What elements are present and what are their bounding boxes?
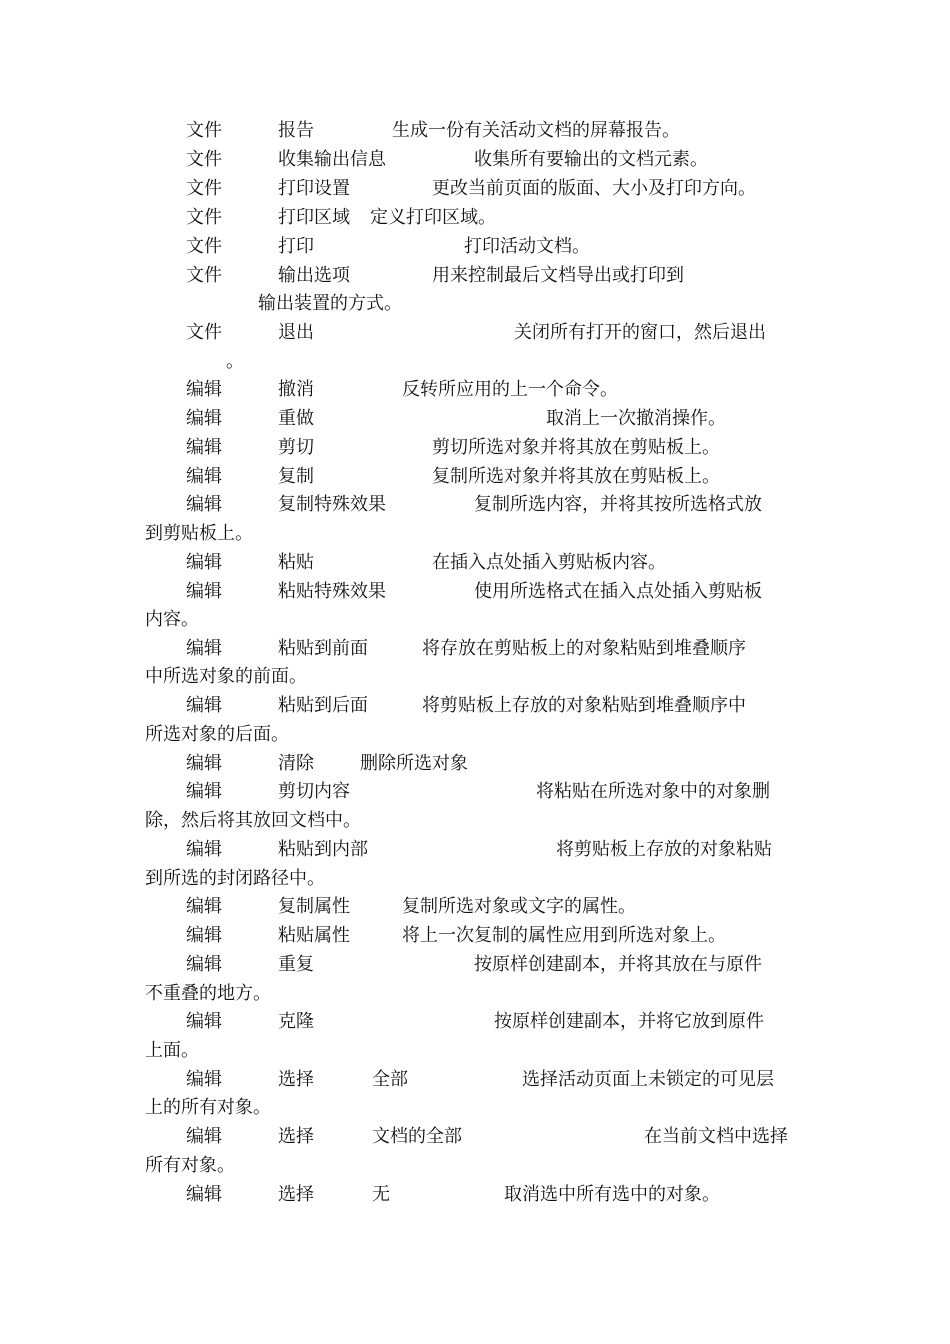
menu-label: 文件 — [186, 322, 222, 343]
command-label: 剪切 — [278, 437, 314, 458]
command-description: 将上一次复制的属性应用到所选对象上。 — [402, 925, 726, 946]
menu-label: 编辑 — [186, 379, 222, 400]
command-description: 复制所选内容，并将其按所选格式放 — [474, 494, 762, 515]
command-description: 按原样创建副本，并将它放到原件 — [494, 1011, 764, 1032]
menu-label: 编辑 — [186, 1126, 222, 1147]
command-label: 粘贴到后面 — [278, 695, 368, 716]
command-description: 用来控制最后文档导出或打印到 — [432, 265, 684, 286]
menu-label: 编辑 — [186, 839, 222, 860]
command-description: 生成一份有关活动文档的屏幕报告。 — [392, 120, 680, 141]
menu-label: 编辑 — [186, 753, 222, 774]
command-label: 输出选项 — [278, 265, 350, 286]
command-description: 取消选中所有选中的对象。 — [504, 1184, 720, 1205]
command-description: 删除所选对象 — [360, 753, 468, 774]
description-continuation: 所有对象。 — [145, 1155, 235, 1176]
menu-label: 编辑 — [186, 954, 222, 975]
menu-label: 编辑 — [186, 695, 222, 716]
command-label: 粘贴到前面 — [278, 638, 368, 659]
command-label: 选择 — [278, 1069, 314, 1090]
description-continuation: 上的所有对象。 — [145, 1097, 271, 1118]
command-label: 退出 — [278, 322, 314, 343]
menu-label: 文件 — [186, 120, 222, 141]
command-description: 剪切所选对象并将其放在剪贴板上。 — [432, 437, 720, 458]
command-label: 克隆 — [278, 1011, 314, 1032]
command-description: 使用所选格式在插入点处插入剪贴板 — [474, 581, 762, 602]
menu-label: 编辑 — [186, 1011, 222, 1032]
menu-label: 文件 — [186, 207, 222, 228]
command-description: 将粘贴在所选对象中的对象删 — [536, 781, 770, 802]
description-continuation: 到剪贴板上。 — [145, 523, 253, 544]
command-label: 打印区域 — [278, 207, 350, 228]
menu-label: 编辑 — [186, 1069, 222, 1090]
command-label: 粘贴属性 — [278, 925, 350, 946]
command-description: 在当前文档中选择 — [644, 1126, 788, 1147]
command-label: 复制属性 — [278, 896, 350, 917]
menu-label: 编辑 — [186, 437, 222, 458]
menu-label: 编辑 — [186, 781, 222, 802]
command-description: 复制所选对象并将其放在剪贴板上。 — [432, 466, 720, 487]
menu-label: 文件 — [186, 149, 222, 170]
command-description: 在插入点处插入剪贴板内容。 — [432, 552, 666, 573]
description-continuation: 内容。 — [145, 609, 199, 630]
menu-label: 编辑 — [186, 925, 222, 946]
command-label: 重做 — [278, 408, 314, 429]
command-description: 将剪贴板上存放的对象粘贴 — [556, 839, 772, 860]
command-label: 收集输出信息 — [278, 149, 386, 170]
menu-label: 文件 — [186, 236, 222, 257]
submenu-label: 文档的全部 — [372, 1126, 462, 1147]
menu-label: 编辑 — [186, 552, 222, 573]
command-label: 报告 — [278, 120, 314, 141]
command-description: 复制所选对象或文字的属性。 — [402, 896, 636, 917]
description-continuation: 中所选对象的前面。 — [145, 666, 307, 687]
description-continuation: 除，然后将其放回文档中。 — [145, 810, 361, 831]
command-description: 关闭所有打开的窗口，然后退出 — [514, 322, 766, 343]
description-continuation: 。 — [226, 351, 244, 372]
command-label: 粘贴 — [278, 552, 314, 573]
command-description: 更改当前页面的版面、大小及打印方向。 — [432, 178, 756, 199]
description-continuation: 上面。 — [145, 1040, 199, 1061]
description-continuation: 到所选的封闭路径中。 — [145, 868, 325, 889]
menu-label: 文件 — [186, 265, 222, 286]
command-label: 粘贴到内部 — [278, 839, 368, 860]
command-description: 将存放在剪贴板上的对象粘贴到堆叠顺序 — [422, 638, 746, 659]
menu-label: 文件 — [186, 178, 222, 199]
command-description: 将剪贴板上存放的对象粘贴到堆叠顺序中 — [422, 695, 746, 716]
menu-label: 编辑 — [186, 896, 222, 917]
menu-label: 编辑 — [186, 408, 222, 429]
menu-label: 编辑 — [186, 581, 222, 602]
description-continuation: 输出装置的方式。 — [258, 293, 402, 314]
command-label: 打印 — [278, 236, 314, 257]
submenu-label: 无 — [372, 1184, 390, 1205]
description-continuation: 所选对象的后面。 — [145, 724, 289, 745]
command-description: 按原样创建副本，并将其放在与原件 — [474, 954, 762, 975]
menu-label: 编辑 — [186, 638, 222, 659]
command-description: 打印活动文档。 — [464, 236, 590, 257]
command-label: 选择 — [278, 1126, 314, 1147]
menu-label: 编辑 — [186, 1184, 222, 1205]
command-label: 选择 — [278, 1184, 314, 1205]
command-description: 收集所有要输出的文档元素。 — [474, 149, 708, 170]
description-continuation: 不重叠的地方。 — [145, 983, 271, 1004]
command-label: 打印设置 — [278, 178, 350, 199]
command-label: 重复 — [278, 954, 314, 975]
command-description: 定义打印区域。 — [370, 207, 496, 228]
command-label: 清除 — [278, 753, 314, 774]
menu-label: 编辑 — [186, 466, 222, 487]
submenu-label: 全部 — [372, 1069, 408, 1090]
command-label: 撤消 — [278, 379, 314, 400]
command-description: 取消上一次撤消操作。 — [546, 408, 726, 429]
menu-label: 编辑 — [186, 494, 222, 515]
command-label: 复制特殊效果 — [278, 494, 386, 515]
command-label: 粘贴特殊效果 — [278, 581, 386, 602]
command-description: 选择活动页面上未锁定的可见层 — [522, 1069, 774, 1090]
command-label: 复制 — [278, 466, 314, 487]
command-description: 反转所应用的上一个命令。 — [402, 379, 618, 400]
command-label: 剪切内容 — [278, 781, 350, 802]
